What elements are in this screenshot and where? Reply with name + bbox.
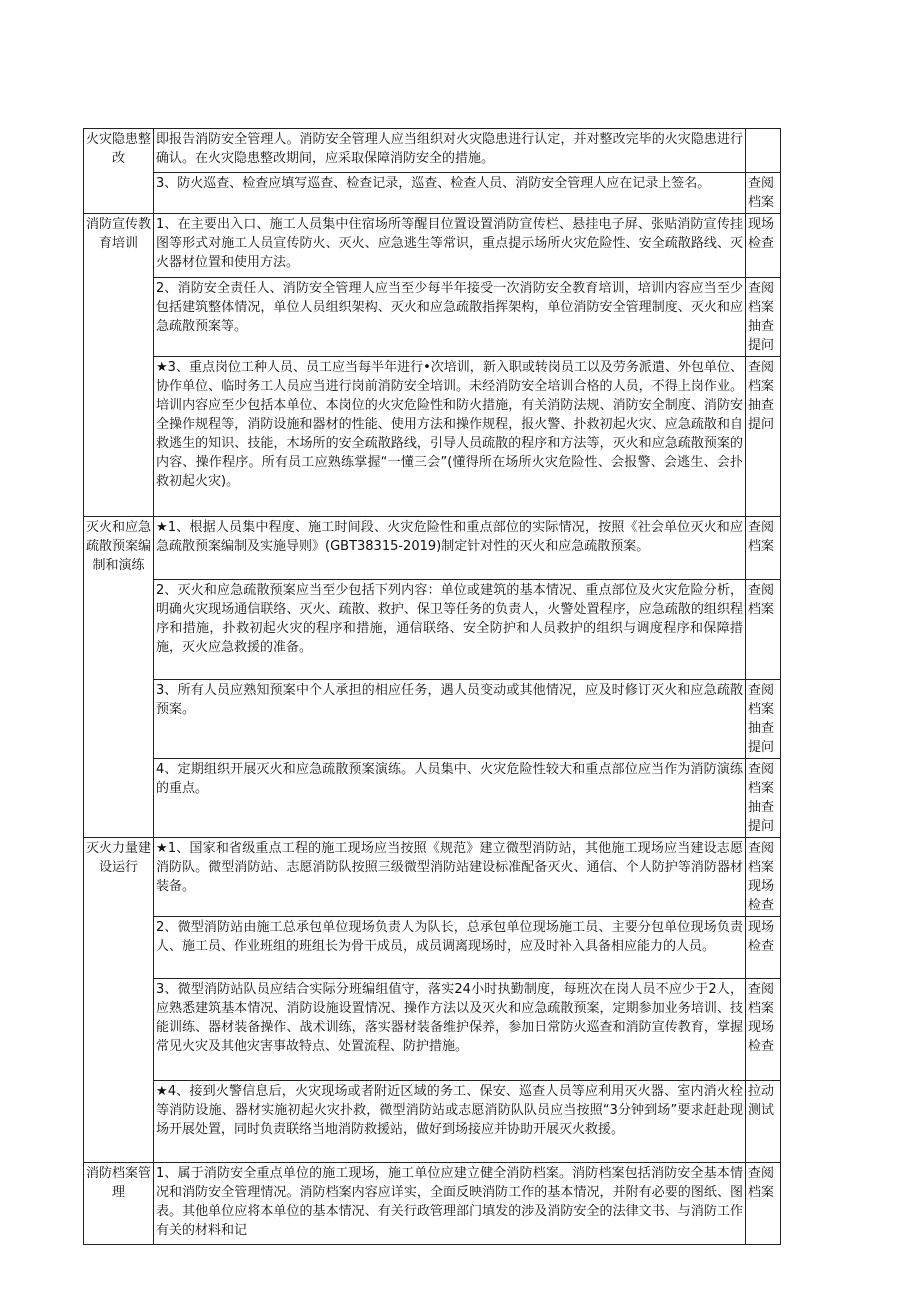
content-cell: 1、在主要出入口、施工人员集中住宿场所等醒目位置设置消防宣传栏、悬挂电子屏、张贴消防宣传挂图等形式对施工人员宣传防火、灭火、应急逃生等常识，重点提示场所火灾危险性、安全疏散路线、灭火器材位置和使用方法。 [154, 214, 746, 278]
content-cell: ★1、国家和省级重点工程的施工现场应当按照《规范》建立微型消防站，其他施工现场应当建设志愿消防队。微型消防站、志愿消防队按照三级微型消防站建设标准配备灭火、通信、个人防护等消防器材装备。 [154, 838, 746, 917]
category-cell: 灭火力量建设运行 [84, 838, 154, 1163]
method-cell: 查阅档案 [746, 1163, 781, 1245]
table-row [84, 517, 781, 580]
content-cell: 3、微型消防站队员应结合实际分班编组值守，落实24小时执勤制度，每班次在岗人员不应少于2人，应熟悉建筑基本情况、消防设施设置情况、操作方法以及灭火和应急疏散预案，定期参加业务培训、技能训练、器材装备操作、战术训练，落实器材装备维护保养，参加日常防火巡查和消防宣传教育，掌握常见火灾及其他灾害事故特点、处置流程、防护措施。 [154, 979, 746, 1081]
content-cell: 即报告消防安全管理人。消防安全管理人应当组织对火灾隐患进行认定，并对整改完毕的火灾隐患进行确认。在火灾隐患整改期间，应采取保障消防安全的措施。 [154, 129, 746, 173]
table-row [84, 173, 781, 214]
table-row [84, 214, 781, 278]
table-row [84, 917, 781, 979]
category-cell: 火灾隐患整改 [84, 129, 154, 214]
table-row [84, 357, 781, 517]
method-cell: 查阅档案抽查提问 [746, 278, 781, 357]
content-cell: 2、微型消防站由施工总承包单位现场负责人为队长，总承包单位现场施工员、主要分包单位现场负责人、施工员、作业班组的班组长为骨干成员，成员调离现场时，应及时补入具备相应能力的人员。 [154, 917, 746, 979]
table-row [84, 680, 781, 759]
table-row [84, 838, 781, 917]
method-cell: 查阅档案 [746, 173, 781, 214]
method-cell: 查阅档案现场检查 [746, 979, 781, 1081]
table-row [84, 129, 781, 173]
method-cell: 现场检查 [746, 214, 781, 278]
content-cell: 2、消防安全责任人、消防安全管理人应当至少每半年接受一次消防安全教育培训，培训内容应当至少包括建筑整体情况，单位人员组织架构、灭火和应急疏散指挥架构，单位消防安全管理制度、灭火和应急疏散预案等。 [154, 278, 746, 357]
method-cell: 拉动测试 [746, 1081, 781, 1163]
category-cell: 灭火和应急疏散预案编制和演练 [84, 517, 154, 838]
method-cell: 查阅档案 [746, 517, 781, 580]
category-cell: 消防档案管理 [84, 1163, 154, 1245]
table-row [84, 1081, 781, 1163]
table-row [84, 979, 781, 1081]
content-cell: 2、灭火和应急疏散预案应当至少包括下列内容：单位或建筑的基本情况、重点部位及火灾危险分析，明确火灾现场通信联络、灭火、疏散、救护、保卫等任务的负责人，火警处置程序，应急疏散的组织程序和措施，扑救初起火灾的程序和措施，通信联络、安全防护和人员救护的组织与调度程序和保障措施，灭火应急救援的准备。 [154, 580, 746, 680]
content-cell: ★1、根据人员集中程度、施工时间段、火灾危险性和重点部位的实际情况，按照《社会单位灭火和应急疏散预案编制及实施导则》(GBT38315-2019)制定针对性的灭火和应急疏散预案。 [154, 517, 746, 580]
content-cell: 1、属于消防安全重点单位的施工现场，施工单位应建立健全消防档案。消防档案包括消防安全基本情况和消防安全管理情况。消防档案内容应详实，全面反映消防工作的基本情况，并附有必要的图纸、图表。其他单位应将本单位的基本情况、有关行政管理部门填发的涉及消防安全的法律文书、与消防工作有关的材料和记 [154, 1163, 746, 1245]
method-cell: 查阅档案抽查提问 [746, 680, 781, 759]
method-cell: 查阅档案 [746, 580, 781, 680]
method-cell [746, 129, 781, 173]
content-cell: 3、防火巡查、检查应填写巡查、检查记录，巡查、检查人员、消防安全管理人应在记录上签名。 [154, 173, 746, 214]
content-cell: ★3、重点岗位工种人员、员工应当每半年进行•次培训，新入职或转岗员工以及劳务派遣、外包单位、协作单位、临时务工人员应当进行岗前消防安全培训。未经消防安全培训合格的人员，不得上岗作业。培训内容应至少包括本单位、本岗位的火灾危险性和防火措施，有关消防法规、消防安全制度、消防安全操作规程等，消防设施和器材的性能、使用方法和操作规程，报火警、扑救初起火灾、应急疏散和自救逃生的知识、技能，木场所的安全疏散路线，引导人员疏散的程序和方法等，灭火和应急疏散预案的内容、操作程序。所有员工应熟练掌握“一懂三会”(懂得所在场所火灾危险性、会报警、会逃生、会扑救初起火灾)。 [154, 357, 746, 517]
content-cell: ★4、接到火警信息后，火灾现场或者附近区域的务工、保安、巡查人员等应利用灭火器、室内消火栓等消防设施、器材实施初起火灾扑救，微型消防站或志愿消防队队员应当按照“3分钟到场”要求赶赴现场开展处置，同时负责联络当地消防救援站，做好到场接应并协助开展灭火救援。 [154, 1081, 746, 1163]
content-cell: 4、定期组织开展灭火和应急疏散预案演练。人员集中、火灾危险性较大和重点部位应当作为消防演练的重点。 [154, 759, 746, 838]
method-cell: 查阅档案现场检查 [746, 838, 781, 917]
inspection-table [83, 128, 781, 1245]
content-cell: 3、所有人员应熟知预案中个人承担的相应任务，遇人员变动或其他情况，应及时修订灭火和应急疏散预案。 [154, 680, 746, 759]
method-cell: 查阅档案抽查提问 [746, 759, 781, 838]
method-cell: 查阅档案抽查提问 [746, 357, 781, 517]
table-row [84, 278, 781, 357]
table-row [84, 580, 781, 680]
table-row [84, 759, 781, 838]
method-cell: 现场检查 [746, 917, 781, 979]
category-cell: 消防宣传教育培训 [84, 214, 154, 517]
table-row [84, 1163, 781, 1245]
